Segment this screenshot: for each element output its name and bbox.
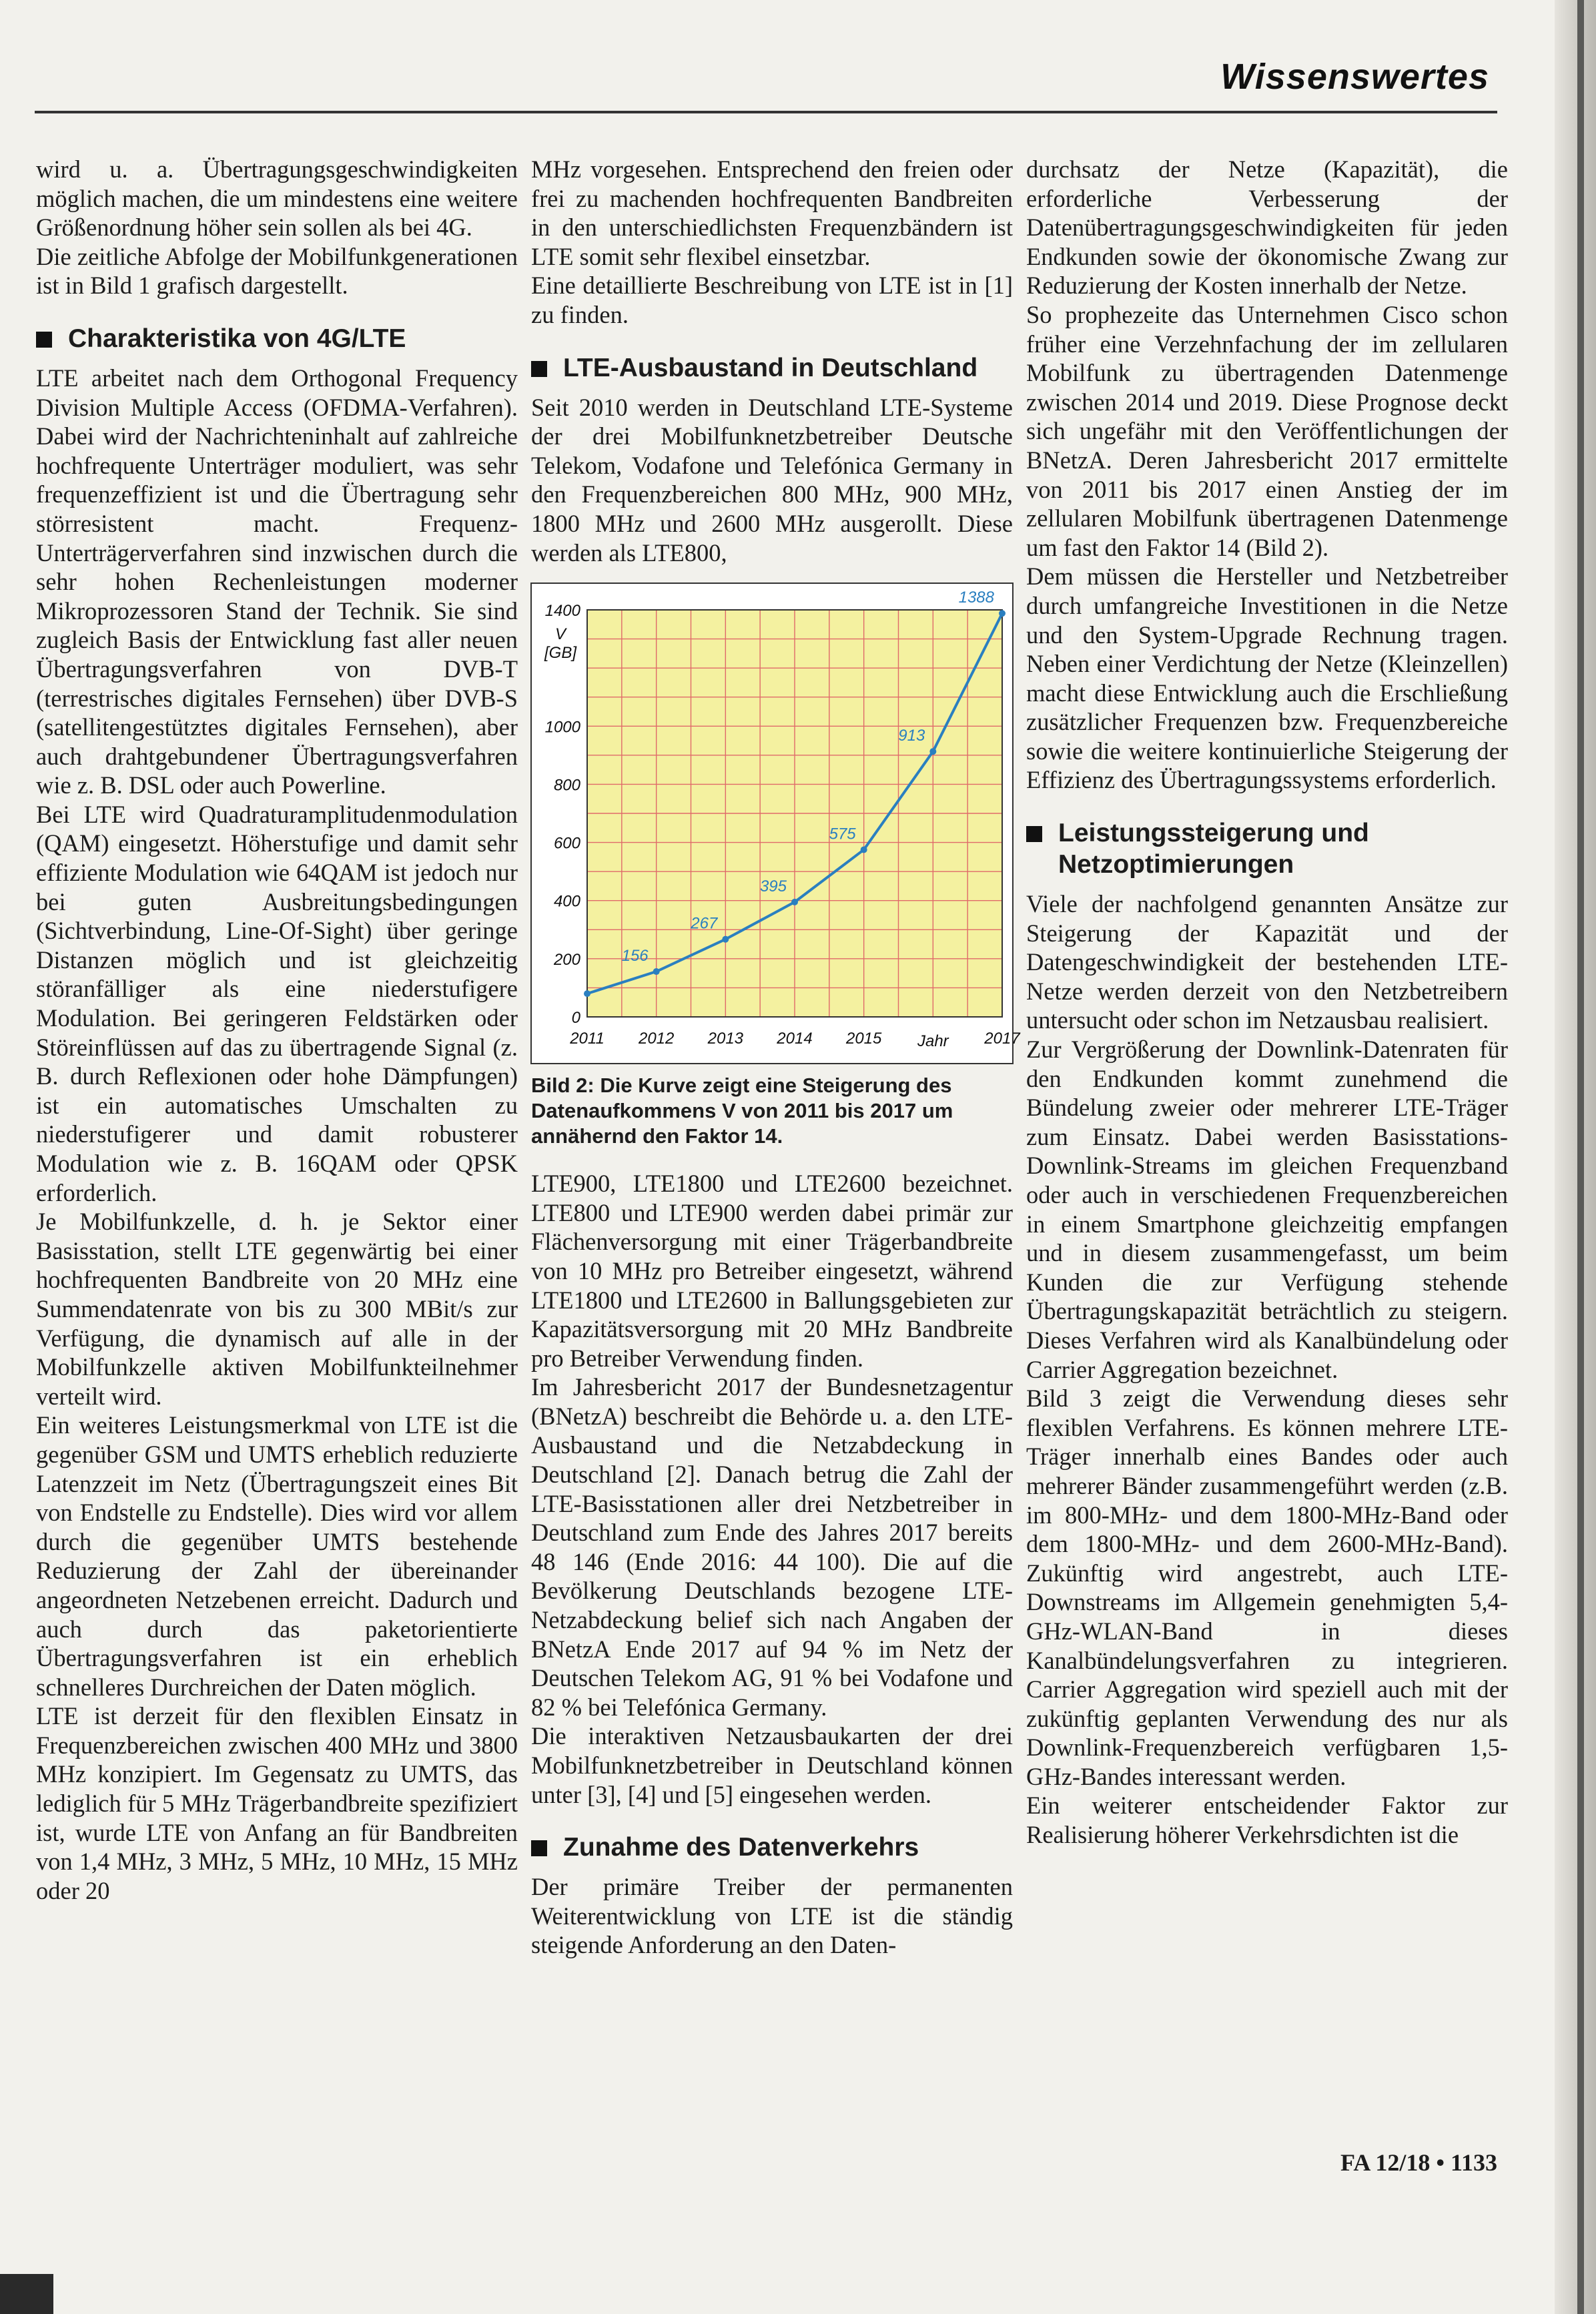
paragraph: Die interaktiven Netzausbaukarten der drei Mobilfunknetzbetreiber in Deutschland können unter [3], [4] und [5] eingesehen werden.	[531, 1722, 1013, 1808]
scan-corner	[0, 2274, 53, 2314]
header-rule	[35, 111, 1497, 113]
y-tick-label: 800	[553, 776, 580, 795]
heading-lte-ausbaustand: LTE-Ausbaustand in Deutschland	[531, 352, 1013, 384]
paragraph: Ein weiteres Leistungsmerkmal von LTE ist die gegenüber GSM und UMTS erheblich reduzierte Latenzzeit im Netz (Übertragungszeit eines Bit von Endstelle zu Endstelle). Dies wird vor allem durch die gegenüber UMTS bestehende Reduzierung der Zahl der übereinander angeordneten Netzebenen erreicht. Dadurch und auch durch das paketorientierte Übertragungsverfahren ist ein erheblich schnelleres Durchreichen der Daten möglich.	[36, 1411, 518, 1701]
section-title: Wissenswertes	[1220, 57, 1489, 97]
y-tick-label: 1000	[544, 718, 580, 737]
paragraph: Eine detaillierte Beschreibung von LTE ist in [1] zu finden.	[531, 272, 1013, 328]
heading-leistungssteigerung: Leistungssteigerung und Netzoptimierungen	[1026, 817, 1508, 880]
y-tick-label: 0	[571, 1009, 580, 1028]
paragraph: Ein weiterer entscheidender Faktor zur Realisierung höherer Verkehrsdichten ist die	[1026, 1792, 1508, 1849]
y-tick-label: 200	[553, 950, 580, 969]
paragraph: Der primäre Treiber der permanenten Weiterentwicklung von LTE ist die ständig steigende Anforderung an den Daten-	[531, 1873, 1013, 1959]
data-point	[929, 748, 936, 755]
paragraph: Bei LTE wird Quadraturamplitudenmodulation (QAM) eingesetzt. Höherstufige und damit sehr effiziente Modulation wie 64QAM ist jedoch nur bei guten Ausbreitungsbedingungen (Sichtverbindung, Line-Of-Sight) über geringe Distanzen möglich und ist gleichzeitig störanfälliger als eine niederstufigere Modulation. Bei geringeren Feldstärken oder Störeinflüssen auf das zu übertragende Signal (z. B. durch Reflexionen oder hohe Dämpfungen) ist ein automatisches Umschalten zu niederstufigerer und damit robusterer Modulation wie z. B. 16QAM oder QPSK erforderlich.	[36, 800, 518, 1206]
data-point	[861, 847, 867, 853]
column-1	[36, 155, 518, 1905]
heading-zunahme-datenverkehr: Zunahme des Datenverkehrs	[531, 1832, 1013, 1863]
x-tick-label: 2015	[845, 1030, 882, 1048]
figure-chart	[531, 583, 1020, 1064]
x-tick-label: 2017	[984, 1030, 1020, 1048]
data-point	[791, 899, 798, 905]
data-point	[722, 936, 729, 943]
data-point	[999, 610, 1006, 617]
x-tick-label: 2011	[570, 1030, 605, 1048]
paragraph: durchsatz der Netze (Kapazität), die erforderliche Verbesserung der Datenübertragungsgeschwindigkeiten für jeden Endkunden sowie der ökonomische Zwang zur Reduzierung der Kosten innerhalb der Netze.	[1026, 155, 1508, 300]
data-label: 913	[898, 727, 925, 745]
binding-shadow	[1577, 0, 1584, 2314]
column-3	[1026, 155, 1508, 1850]
data-label: 267	[691, 914, 718, 933]
data-label: 575	[829, 825, 856, 843]
paragraph: MHz vorgesehen. Entsprechend den freien oder frei zu machenden hochfrequenten Bandbreiten in den unterschiedlichsten Frequenzbändern ist LTE somit sehr flexibel einsetzbar.	[531, 155, 1013, 270]
paragraph: Bild 3 zeigt die Verwendung dieses sehr flexiblen Verfahrens. Es können mehrere LTE-Träger innerhalb eines Bandes oder auch mehrerer Bänder zusammengeführt werden (z.B. im 800-MHz- und dem 1800-MHz-Band oder dem 1800-MHz- und dem 2600-MHz-Band). Zukünftig wird angestrebt, auch LTE-Downstreams im Allgemein genehmigten 5,4-GHz-WLAN-Band in dieses Kanalbündelungsverfahren zu integrieren. Carrier Aggregation wird speziell auch mit der zukünftig geplanten Verwendung des nur als Downlink-Frequenzbereich verfügbaren 1,5-GHz-Bandes interessant werden.	[1026, 1385, 1508, 1790]
x-tick-label: 2014	[777, 1030, 813, 1048]
data-point	[653, 968, 660, 975]
paragraph: Viele der nachfolgend genannten Ansätze zur Steigerung der Kapazität und der Datengeschwindigkeit der bestehenden LTE-Netze werden derzeit von den Netzbetreibern untersucht oder schon im Netzausbau realisiert.	[1026, 890, 1508, 1034]
paragraph: LTE900, LTE1800 und LTE2600 bezeichnet. LTE800 und LTE900 werden dabei primär zur Flächenversorgung mit einer Trägerbandbreite von 10 MHz pro Betreiber eingesetzt, während LTE1800 und LTE2600 in Ballungsgebieten zur Kapazitätsversorgung mit 20 MHz Bandbreite pro Betreiber Verwendung finden.	[531, 1170, 1013, 1372]
page-edge	[1555, 0, 1596, 2314]
y-tick-label: 400	[553, 892, 580, 911]
figure-caption: Bild 2: Die Kurve zeigt eine Steigerung des Datenaufkommens V von 2011 bis 2017 um annähernd den Faktor 14.	[531, 1074, 953, 1148]
paragraph: LTE arbeitet nach dem Orthogonal Frequency Division Multiple Access (OFDMA-Verfahren). Dabei wird der Nachrichteninhalt auf zahlreiche hochfrequente Unterträger moduliert, was sehr frequenzeffizient ist und die Übertragung sehr störresistent macht. Frequenz-Unterträgerverfahren sind inzwischen durch die sehr hohen Rechenleistungen moderner Mikroprozessoren Stand der Technik. Sie sind zugleich Basis der Entwicklung fast aller neuen Übertragungsverfahren von DVB-T (terrestrisches digitales Fernsehen) über DVB-S (satellitengestütztes digitales Fernsehen), aber auch drahtgebundener Übertragungsverfahren wie z. B. DSL oder auch Powerline.	[36, 364, 518, 799]
paragraph: LTE ist derzeit für den flexiblen Einsatz in Frequenzbereichen zwischen 400 MHz und 3800 MHz konzipiert. Im Gegensatz zu UMTS, das lediglich für 5 MHz Trägerbandbreite spezifiziert ist, wurde LTE von Anfang an für Bandbreiten von 1,4 MHz, 3 MHz, 5 MHz, 10 MHz, 15 MHz oder 20	[36, 1702, 518, 1904]
y-axis-label: [GB]	[544, 644, 577, 663]
x-tick-label: 2012	[638, 1030, 675, 1048]
paragraph: Zur Vergrößerung der Downlink-Datenraten für den Endkunden kommt zunehmend die Bündelung zweier oder mehrerer LTE-Träger zum Einsatz. Dabei werden Basisstations-Downlink-Streams im gleichen Frequenzband oder auch in verschiedenen Frequenzbereichen in einem Smartphone gleichzeitig empfangen und in diesem zusammengefasst, um beim Kunden die zur Verfügung stehende Übertragungskapazität beträchtlich zu steigern. Dieses Verfahren wird als Kanalbündelung oder Carrier Aggregation bezeichnet.	[1026, 1036, 1508, 1383]
paragraph: So prophezeite das Unternehmen Cisco schon früher eine Verzehnfachung der im zellularen Mobilfunk zu übertragenden Datenmenge zwischen 2014 und 2019. Diese Prognose deckt sich ungefähr mit den Veröffentlichungen der BNetzA. Deren Jahresbericht 2017 ermittelte von 2011 bis 2017 einen Anstieg der im zellularen Mobilfunk übertragenen Datenmenge um fast den Faktor 14 (Bild 2).	[1026, 300, 1508, 561]
data-label: 156	[621, 947, 649, 966]
column-2	[531, 155, 1020, 1960]
paragraph: Im Jahresbericht 2017 der Bundesnetzagentur (BNetzA) beschreibt die Behörde u. a. den LTE-Ausbaustand und die Netzabdeckung in Deutschland [2]. Danach betrug die Zahl der LTE-Basisstationen aller drei Netzbetreiber in Deutschland zum Ende des Jahres 2017 bereits 48 146 (Ende 2016: 44 100). Die auf die Bevölkerung Deutschlands bezogene LTE-Netzabdeckung belief sich nach Angaben der BNetzA Ende 2017 auf 94 % im Netz der Deutschen Telekom AG, 91 % bei Vodafone und 82 % bei Telefónica Germany.	[531, 1373, 1013, 1721]
y-tick-label: 600	[553, 834, 580, 853]
y-tick-label: 1400	[544, 602, 580, 621]
line-chart	[531, 583, 1020, 1064]
paragraph: Die zeitliche Abfolge der Mobilfunkgenerationen ist in Bild 1 grafisch dargestellt.	[36, 242, 518, 300]
data-label: 395	[759, 877, 787, 896]
paragraph: Dem müssen die Hersteller und Netzbetreiber durch umfangreiche Investitionen in die Netze und den System-Upgrade Rechnung tragen. Neben einer Verdichtung der Netze (Kleinzellen) macht diese Entwicklung auch die Erschließung zusätzlicher Frequenzen bzw. Frequenzbereiche sowie die weitere kontinuierliche Steigerung der Effizienz des Übertragungssystems erforderlich.	[1026, 562, 1508, 794]
paragraph: Je Mobilfunkzelle, d. h. je Sektor einer Basisstation, stellt LTE gegenwärtig bei einer hochfrequenten Bandbreite von 20 MHz eine Summendatenrate von bis zu 300 MBit/s zur Verfügung, die dynamisch auf alle in der Mobilfunkzelle aktiven Mobilfunkteilnehmer verteilt wird.	[36, 1208, 518, 1410]
heading-charakteristika: Charakteristika von 4G/LTE	[36, 323, 518, 354]
y-axis-label: V	[554, 625, 566, 644]
paragraph: Seit 2010 werden in Deutschland LTE-Systeme der drei Mobilfunknetzbetreiber Deutsche Telekom, Vodafone und Telefónica Germany in den Frequenzbereichen 800 MHz, 900 MHz, 1800 MHz und 2600 MHz ausgerollt. Diese werden als LTE800,	[531, 393, 1013, 566]
data-label: 1388	[958, 589, 994, 607]
data-point	[584, 990, 590, 997]
page-footer: FA 12/18 • 1133	[1340, 2149, 1497, 2176]
x-tick-label: 2013	[707, 1030, 744, 1048]
paragraph: wird u. a. Übertragungsgeschwindigkeiten möglich machen, die um mindestens eine weitere Größenordnung höher sein sollen als bei 4G.	[36, 155, 518, 242]
x-axis-label: Jahr	[917, 1032, 949, 1051]
